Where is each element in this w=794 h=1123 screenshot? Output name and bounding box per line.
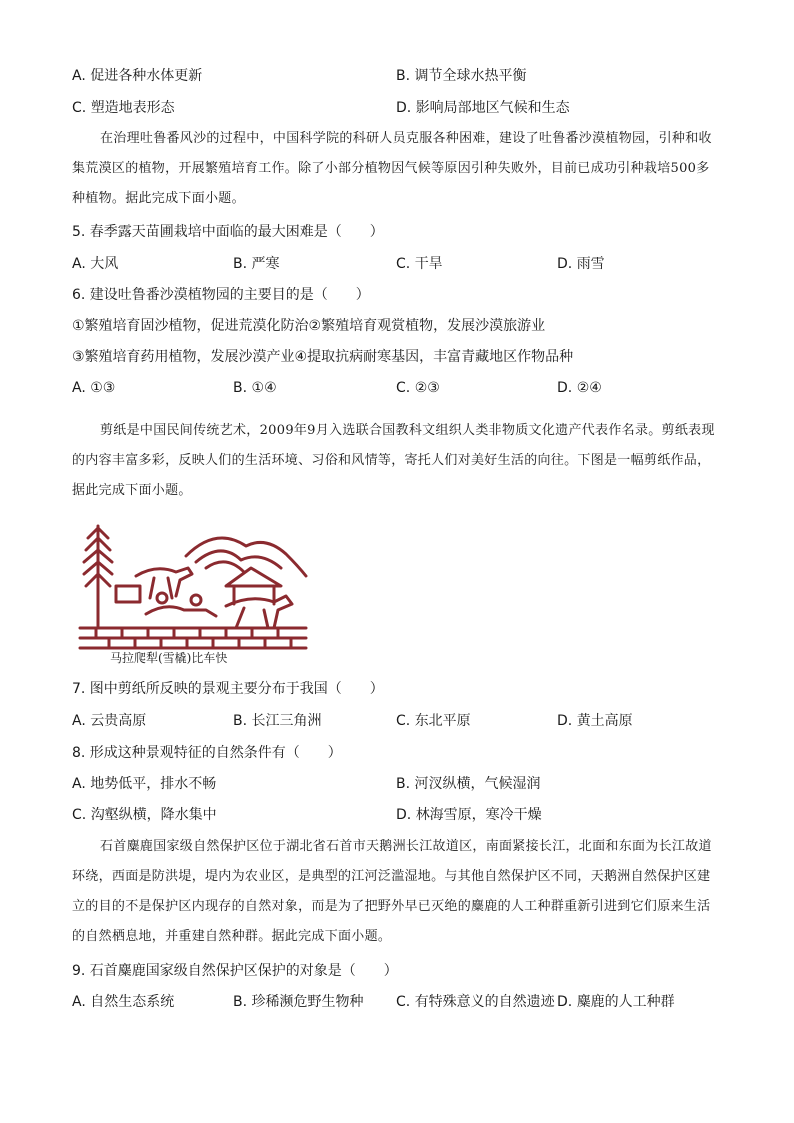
q7-option-a: A. 云贵高原 [72, 713, 147, 729]
passage-paper-cutting: 剪纸是中国民间传统艺术，2009年9月入选联合国教科文组织人类非物质文化遗产代表作名录。剪纸表现的内容丰富多彩，反映人们的生活环境、习俗和风情等，寄托人们对美好生活的向往。下图是一幅剪纸作品，据此完成下面小题。 [72, 423, 715, 498]
paper-cut-artwork [80, 526, 306, 648]
option-b: B. 调节全球水热平衡 [396, 68, 527, 84]
q9-option-c: C. 有特殊意义的自然遗迹 [396, 994, 555, 1010]
q8-option-d: D. 林海雪原，寒冷干燥 [396, 807, 542, 823]
option-c: C. 塑造地表形态 [72, 100, 175, 116]
q7-option-b: B. 长江三角洲 [233, 713, 322, 729]
q7-option-c: C. 东北平原 [396, 713, 471, 729]
q5-option-c: C. 干旱 [396, 256, 443, 272]
q9-option-b: B. 珍稀濒危野生物种 [233, 994, 364, 1010]
q7-option-d: D. 黄土高原 [557, 713, 633, 729]
q6-option-b: B. ①④ [233, 380, 277, 396]
question-6-statement-2: ③繁殖培育药用植物，发展沙漠产业④提取抗病耐寒基因，丰富青藏地区作物品种 [72, 349, 574, 365]
question-8-stem: 8. 形成这种景观特征的自然条件有（ ） [72, 745, 342, 761]
question-9-stem: 9. 石首麋鹿国家级自然保护区保护的对象是（ ） [72, 963, 398, 979]
q8-option-a: A. 地势低平，排水不畅 [72, 776, 217, 792]
q9-option-a: A. 自然生态系统 [72, 994, 175, 1010]
q6-option-c: C. ②③ [396, 380, 440, 396]
q6-option-d: D. ②④ [557, 380, 602, 396]
passage-turpan: 在治理吐鲁番风沙的过程中，中国科学院的科研人员克服各种困难，建设了吐鲁番沙漠植物园，引种和收集荒漠区的植物，开展繁殖培育工作。除了小部分植物因气候等原因引种失败外，目前已成功引种栽培500多种植物。据此完成下面小题。 [72, 131, 712, 206]
q5-option-b: B. 严寒 [233, 256, 280, 272]
option-d: D. 影响局部地区气候和生态 [396, 100, 570, 116]
figure-caption: 马拉爬犁(雪橇)比车快 [110, 651, 228, 665]
question-6-statement-1: ①繁殖培育固沙植物，促进荒漠化防治②繁殖培育观赏植物，发展沙漠旅游业 [72, 318, 546, 334]
q6-option-a: A. ①③ [72, 380, 116, 396]
option-a: A. 促进各种水体更新 [72, 68, 203, 84]
q8-option-c: C. 沟壑纵横，降水集中 [72, 807, 217, 823]
question-6-stem: 6. 建设吐鲁番沙漠植物园的主要目的是（ ） [72, 287, 370, 303]
question-7-stem: 7. 图中剪纸所反映的景观主要分布于我国（ ） [72, 681, 384, 697]
q5-option-a: A. 大风 [72, 256, 119, 272]
paper-cut-image [76, 516, 312, 668]
q5-option-d: D. 雨雪 [557, 256, 605, 272]
question-5-stem: 5. 春季露天苗圃栽培中面临的最大困难是（ ） [72, 224, 384, 240]
passage-milu-deer: 石首麋鹿国家级自然保护区位于湖北省石首市天鹅洲长江故道区，南面紧接长江，北面和东面为长江故道环绕，西面是防洪堤，堤内为农业区，是典型的江河泛滥湿地。与其他自然保护区不同，天鹅洲自然保护区建立的目的不是保护区内现存的自然对象，而是为了把野外早已灭绝的麋鹿的人工种群重新引进到它们原来生活的自然栖息地，并重建自然种群。据此完成下面小题。 [72, 839, 712, 944]
q8-option-b: B. 河汊纵横，气候湿润 [396, 776, 541, 792]
q9-option-d: D. 麋鹿的人工种群 [557, 994, 675, 1010]
